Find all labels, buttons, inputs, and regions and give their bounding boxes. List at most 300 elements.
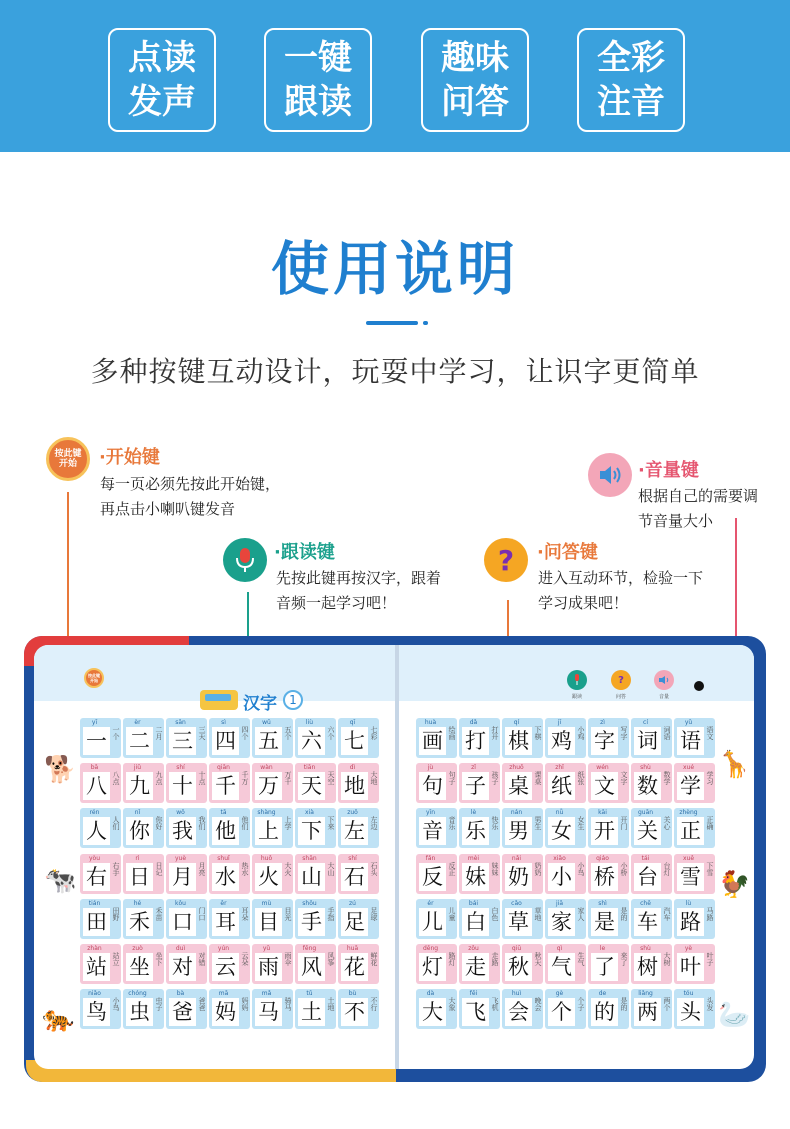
hanzi: 车 [634, 908, 661, 936]
character-cell[interactable] [166, 989, 207, 1029]
example-word: 开门 [620, 816, 628, 831]
example-word: 孩子 [491, 771, 499, 786]
pinyin: shì [598, 899, 607, 907]
feature-line: 全彩 [597, 38, 665, 78]
character-cell[interactable] [459, 808, 500, 848]
example-word: 田野 [112, 906, 120, 921]
character-cell[interactable] [416, 944, 457, 984]
rooster-icon: 🐓 [718, 870, 751, 900]
character-cell[interactable] [459, 763, 500, 803]
character-cell[interactable] [209, 944, 250, 984]
pinyin: shàng [257, 809, 276, 817]
character-cell[interactable] [631, 899, 672, 939]
hanzi: 手 [298, 908, 325, 936]
book-page-label: 汉字 [243, 694, 277, 714]
example-word: 热水 [241, 861, 249, 876]
character-cell[interactable] [80, 944, 121, 984]
hanzi: 的 [591, 998, 618, 1026]
desc-line: 节音量大小 [638, 512, 714, 530]
character-cell[interactable] [338, 944, 379, 984]
pinyin: huǒ [260, 854, 273, 862]
character-cell[interactable] [674, 763, 715, 803]
character-cell[interactable] [338, 899, 379, 939]
pinyin: yè [684, 944, 693, 952]
pinyin: shuǐ [217, 854, 230, 862]
example-word: 大树 [663, 951, 671, 966]
character-cell[interactable] [588, 808, 629, 848]
character-cell[interactable] [502, 718, 543, 758]
speaker-icon [588, 453, 632, 497]
character-cell[interactable] [631, 944, 672, 984]
tiger-icon: 🐅 [42, 1004, 75, 1034]
example-word: 八点 [112, 771, 120, 786]
character-cell[interactable] [166, 718, 207, 758]
character-cell[interactable] [166, 763, 207, 803]
page-subtitle: 多种按键互动设计，玩耍中学习，让识字更简单 [90, 355, 700, 388]
hanzi: 草 [505, 908, 532, 936]
hanzi: 音 [419, 817, 446, 845]
character-cell[interactable] [674, 718, 715, 758]
example-word: 走路 [491, 951, 499, 966]
hanzi: 站 [83, 953, 110, 981]
pinyin: yún [217, 944, 230, 952]
character-cell[interactable] [123, 944, 164, 984]
feature-line: 点读 [128, 38, 196, 78]
connector-qa [507, 600, 509, 640]
hanzi: 千 [212, 772, 239, 800]
example-word: 快乐 [491, 816, 499, 831]
example-word: 月亮 [198, 861, 206, 876]
pinyin: duì [175, 944, 186, 952]
example-word: 十点 [198, 771, 206, 786]
pinyin: fēi [469, 990, 478, 998]
character-cell[interactable] [459, 944, 500, 984]
hanzi: 会 [505, 998, 532, 1026]
character-cell[interactable] [588, 944, 629, 984]
example-word: 白色 [491, 906, 499, 921]
character-cell[interactable] [123, 899, 164, 939]
character-cell[interactable] [631, 854, 672, 894]
hanzi: 爸 [169, 998, 196, 1026]
hanzi: 女 [548, 817, 575, 845]
pinyin: liǎng [638, 990, 653, 998]
character-cell[interactable] [416, 989, 457, 1029]
character-cell[interactable] [416, 899, 457, 939]
example-word: 飞机 [491, 997, 499, 1012]
hanzi: 云 [212, 953, 239, 981]
book-page-number: 1 [283, 690, 303, 710]
right-character-grid [416, 718, 715, 1029]
hanzi: 了 [591, 953, 618, 981]
character-cell[interactable] [416, 763, 457, 803]
character-cell[interactable] [545, 763, 586, 803]
character-cell[interactable] [166, 808, 207, 848]
character-cell[interactable] [502, 763, 543, 803]
pinyin: fēng [302, 944, 317, 952]
hanzi: 万 [255, 772, 282, 800]
hanzi: 口 [169, 908, 196, 936]
start-key-icon [46, 437, 90, 481]
pinyin: shù [640, 764, 651, 772]
pinyin: qí [513, 719, 520, 726]
character-cell[interactable] [166, 944, 207, 984]
pinyin: bà [176, 990, 185, 998]
character-cell[interactable] [459, 854, 500, 894]
hanzi: 反 [419, 863, 446, 891]
example-word: 是的 [620, 997, 628, 1012]
hanzi: 秋 [505, 953, 532, 981]
character-cell[interactable] [588, 989, 629, 1029]
hanzi: 字 [591, 727, 618, 755]
train-icon [200, 690, 238, 710]
hanzi: 石 [341, 863, 368, 891]
character-cell[interactable] [209, 899, 250, 939]
character-cell[interactable] [338, 854, 379, 894]
character-cell[interactable] [631, 763, 672, 803]
example-word: 土地 [327, 997, 335, 1012]
character-cell[interactable] [80, 989, 121, 1029]
example-word: 纸张 [577, 771, 585, 786]
character-cell[interactable] [459, 718, 500, 758]
character-cell[interactable] [674, 899, 715, 939]
hanzi: 打 [462, 727, 489, 755]
character-cell[interactable] [295, 989, 336, 1029]
pinyin: cí [643, 719, 648, 726]
pinyin: kǒu [175, 899, 186, 907]
hanzi: 五 [255, 727, 282, 755]
pinyin: mù [261, 899, 272, 907]
character-cell[interactable] [123, 989, 164, 1029]
hanzi: 禾 [126, 908, 153, 936]
pinyin: nǚ [555, 809, 564, 817]
hanzi: 桌 [505, 772, 532, 800]
character-cell[interactable] [545, 854, 586, 894]
character-cell[interactable] [123, 808, 164, 848]
hanzi: 纸 [548, 772, 575, 800]
pinyin: dēng [422, 944, 439, 952]
character-cell[interactable] [80, 718, 121, 758]
book-volume-button[interactable] [654, 670, 674, 690]
character-cell[interactable] [588, 718, 629, 758]
character-cell[interactable] [166, 899, 207, 939]
book-qa-button[interactable]: ? [611, 670, 631, 690]
character-cell[interactable] [123, 718, 164, 758]
example-word: 爸爸 [198, 997, 206, 1012]
example-word: 他们 [241, 816, 249, 831]
hanzi: 妹 [462, 863, 489, 891]
left-character-grid [80, 718, 379, 1029]
character-cell[interactable] [252, 763, 293, 803]
example-word: 门口 [198, 906, 206, 921]
pinyin: wǒ [176, 809, 185, 817]
character-cell[interactable] [209, 854, 250, 894]
character-cell[interactable] [416, 808, 457, 848]
pinyin: shǒu [302, 899, 317, 907]
desc-line: 再点击小喇叭键发音 [100, 500, 236, 518]
character-cell[interactable] [502, 808, 543, 848]
pinyin: tián [88, 899, 101, 907]
example-word: 千万 [241, 771, 249, 786]
character-cell[interactable] [631, 989, 672, 1029]
start-key-description [100, 472, 280, 522]
character-cell[interactable] [588, 899, 629, 939]
example-word: 秋天 [534, 951, 542, 966]
character-cell[interactable] [674, 854, 715, 894]
pinyin: xiǎo [553, 854, 566, 862]
hanzi: 是 [591, 908, 618, 936]
character-cell[interactable] [80, 854, 121, 894]
character-cell[interactable] [295, 854, 336, 894]
hanzi: 山 [298, 863, 325, 891]
character-cell[interactable] [295, 899, 336, 939]
character-cell[interactable] [674, 944, 715, 984]
hanzi: 妈 [212, 998, 239, 1026]
hanzi: 树 [634, 953, 661, 981]
example-word: 打开 [491, 726, 499, 740]
follow-key-description [276, 566, 441, 616]
character-cell[interactable] [209, 718, 250, 758]
example-word: 石头 [370, 861, 378, 876]
pinyin: bù [348, 990, 357, 998]
character-cell[interactable] [545, 808, 586, 848]
hanzi: 虫 [126, 998, 153, 1026]
character-cell[interactable] [80, 763, 121, 803]
example-word: 小桥 [620, 861, 628, 876]
example-word: 风筝 [327, 951, 335, 966]
character-cell[interactable] [502, 944, 543, 984]
character-cell[interactable] [631, 808, 672, 848]
pinyin: mèi [467, 854, 480, 862]
character-cell[interactable] [545, 989, 586, 1029]
example-word: 小鸟 [112, 997, 120, 1012]
example-word: 站立 [112, 951, 120, 966]
example-word: 句子 [448, 771, 456, 786]
pinyin: ěr [220, 899, 227, 907]
hanzi: 叶 [677, 953, 704, 981]
character-cell[interactable] [209, 763, 250, 803]
pinyin: tiān [303, 764, 316, 772]
character-cell[interactable] [338, 808, 379, 848]
character-cell[interactable] [252, 854, 293, 894]
feature-line: 跟读 [284, 82, 352, 122]
character-cell[interactable] [252, 944, 293, 984]
feature-line: 趣味 [441, 38, 509, 78]
hanzi: 目 [255, 908, 282, 936]
example-word: 妹妹 [491, 861, 499, 876]
hanzi: 棋 [505, 727, 532, 755]
character-cell[interactable] [545, 718, 586, 758]
pinyin: jī [557, 719, 562, 726]
example-word: 大火 [284, 861, 292, 876]
character-cell[interactable] [545, 944, 586, 984]
hanzi: 九 [126, 772, 153, 800]
pinyin: xué [682, 764, 695, 772]
example-word: 晚会 [534, 997, 542, 1012]
hanzi: 小 [548, 863, 575, 891]
character-cell[interactable] [416, 854, 457, 894]
example-word: 下雪 [706, 861, 714, 876]
pinyin: sān [175, 719, 186, 726]
pinyin: zhèng [679, 809, 698, 817]
pinyin: shù [640, 944, 651, 952]
character-cell[interactable] [295, 944, 336, 984]
microphone-icon [223, 538, 267, 582]
hanzi: 关 [634, 817, 661, 845]
pinyin: zǐ [471, 764, 476, 772]
example-word: 是的 [620, 906, 628, 921]
desc-line: 音频一起学习吧！ [276, 594, 397, 612]
pinyin: dǎ [469, 719, 478, 726]
example-word: 家人 [577, 906, 585, 921]
qa-key-title: ·问答键 [537, 542, 598, 563]
book-follow-button[interactable] [567, 670, 587, 690]
example-word: 你好 [155, 816, 163, 831]
hanzi: 正 [677, 817, 704, 845]
hanzi: 花 [341, 953, 368, 981]
hanzi: 台 [634, 863, 661, 891]
pinyin: zú [349, 899, 356, 907]
character-cell[interactable] [416, 718, 457, 758]
character-cell[interactable] [209, 989, 250, 1029]
example-word: 万千 [284, 771, 292, 786]
giraffe-icon: 🦒 [718, 750, 751, 780]
character-cell[interactable] [545, 899, 586, 939]
pinyin: mǎ [261, 990, 272, 998]
follow-key-title: ·跟读键 [274, 542, 335, 563]
character-cell[interactable] [338, 718, 379, 758]
dog-icon: 🐕 [44, 755, 77, 785]
book-qa-label: 问答 [616, 694, 627, 700]
pinyin: sì [221, 719, 226, 726]
example-word: 不行 [370, 997, 378, 1012]
pinyin: mā [218, 990, 229, 998]
character-cell[interactable] [459, 899, 500, 939]
hanzi: 不 [341, 998, 368, 1026]
hanzi: 两 [634, 998, 661, 1026]
example-word: 大象 [448, 997, 456, 1012]
character-cell[interactable] [252, 718, 293, 758]
character-cell[interactable] [166, 854, 207, 894]
pinyin: tǔ [306, 990, 313, 998]
pinyin: zì [600, 719, 605, 726]
hanzi: 田 [83, 908, 110, 936]
character-cell[interactable] [295, 718, 336, 758]
example-word: 学习 [706, 771, 714, 786]
example-word: 路灯 [448, 951, 456, 966]
example-word: 男生 [534, 816, 542, 831]
hanzi: 头 [677, 998, 704, 1026]
character-cell[interactable] [80, 899, 121, 939]
hanzi: 文 [591, 772, 618, 800]
character-cell[interactable] [502, 854, 543, 894]
example-word: 耳朵 [241, 906, 249, 921]
start-key-icon-text: 按此键开始 [54, 449, 82, 469]
pinyin: nán [510, 809, 523, 817]
hanzi: 走 [462, 953, 489, 981]
hanzi: 路 [677, 908, 704, 936]
cow-icon: 🐄 [44, 866, 77, 896]
pinyin: zǒu [468, 944, 479, 952]
character-cell[interactable] [123, 854, 164, 894]
pinyin: liù [305, 719, 314, 726]
character-cell[interactable] [252, 989, 293, 1029]
hanzi: 奶 [505, 863, 532, 891]
pinyin: yuè [174, 854, 187, 862]
hanzi: 风 [298, 953, 325, 981]
start-key-title: ·开始键 [99, 447, 160, 468]
feature-line: 注音 [597, 82, 665, 122]
pinyin: qī [349, 719, 356, 726]
book-start-button[interactable] [84, 668, 104, 688]
pinyin: ér [427, 899, 434, 907]
hanzi: 儿 [419, 908, 446, 936]
pinyin: huā [346, 944, 359, 952]
character-cell[interactable] [502, 899, 543, 939]
pinyin: shí [348, 854, 357, 862]
example-word: 右手 [112, 861, 120, 876]
hanzi: 子 [462, 772, 489, 800]
pinyin: kāi [598, 809, 607, 817]
character-cell[interactable] [338, 989, 379, 1029]
hanzi: 土 [298, 998, 325, 1026]
character-cell[interactable] [295, 808, 336, 848]
hanzi: 下 [298, 817, 325, 845]
character-cell[interactable] [674, 808, 715, 848]
hanzi: 乐 [462, 817, 489, 845]
example-word: 小鸡 [577, 726, 585, 740]
character-cell[interactable] [338, 763, 379, 803]
feature-box-read-aloud [108, 28, 216, 132]
character-cell[interactable] [123, 763, 164, 803]
hanzi: 日 [126, 863, 153, 891]
example-word: 绘画 [448, 726, 456, 740]
example-word: 七彩 [370, 726, 378, 740]
hanzi: 他 [212, 817, 239, 845]
character-cell[interactable] [674, 989, 715, 1029]
character-cell[interactable] [252, 808, 293, 848]
feature-box-follow-read [264, 28, 372, 132]
character-cell[interactable] [252, 899, 293, 939]
pinyin: bái [468, 899, 479, 907]
character-cell[interactable] [588, 763, 629, 803]
hanzi: 白 [462, 908, 489, 936]
example-word: 骑马 [284, 997, 292, 1012]
example-word: 手指 [327, 906, 335, 921]
example-word: 雨伞 [284, 951, 292, 966]
pinyin: shí [176, 764, 185, 772]
pinyin: cǎo [511, 899, 522, 907]
hanzi: 耳 [212, 908, 239, 936]
character-cell[interactable] [209, 808, 250, 848]
hanzi: 对 [169, 953, 196, 981]
example-word: 二月 [155, 726, 163, 740]
pinyin: yòu [88, 854, 101, 862]
example-word: 三天 [198, 726, 206, 740]
character-cell[interactable] [459, 989, 500, 1029]
character-cell[interactable] [80, 808, 121, 848]
hanzi: 月 [169, 863, 196, 891]
character-cell[interactable] [631, 718, 672, 758]
hanzi: 气 [548, 953, 575, 981]
character-cell[interactable] [588, 854, 629, 894]
example-word: 六个 [327, 726, 335, 740]
pinyin: jiǔ [133, 764, 142, 772]
character-cell[interactable] [502, 989, 543, 1029]
feature-line: 一键 [284, 38, 352, 78]
volume-key-title: ·音量键 [638, 460, 699, 481]
hanzi: 八 [83, 772, 110, 800]
character-cell[interactable] [295, 763, 336, 803]
